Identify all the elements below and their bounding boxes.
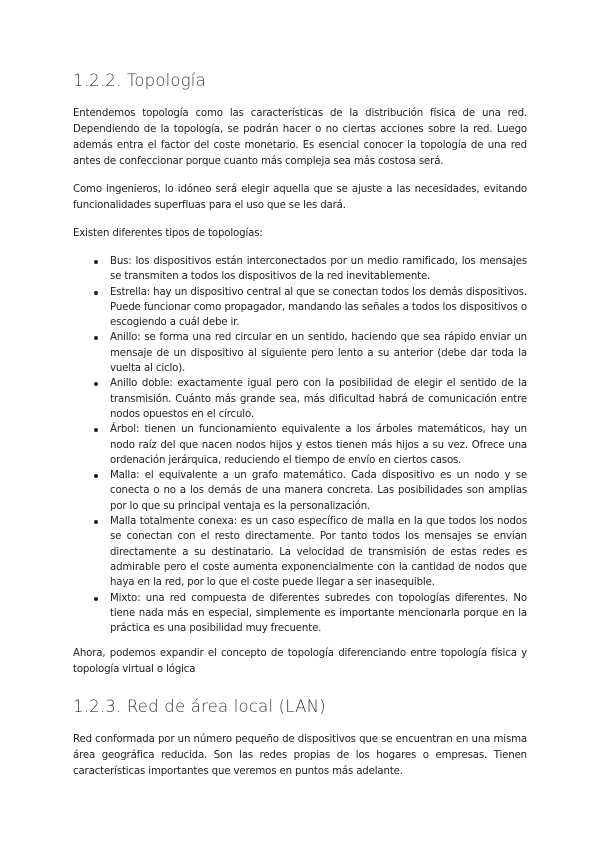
list-item-arbol bbox=[94, 422, 527, 468]
paragraph-lan: Red conformada por un número pequeño de dispositivos que se encuentran en una misma área geográfica reducida. Son las redes propias de los hogares o empresas. Tienen características importantes que veremos en puntos más adelante. bbox=[73, 734, 527, 778]
list-item-text: Malla: el equivalente a un grafo matemático. Cada dispositivo es un nodo y se conecta o no a los demás de una manera concreta. Las posibilidades son amplias por lo que su principal ventaja es la personalización. bbox=[110, 470, 527, 512]
list-item-bus bbox=[94, 254, 527, 285]
list-item-anillo-doble bbox=[94, 376, 527, 422]
list-item-text: Bus: los dispositivos están interconectados por un medio ramificado, los mensajes se transmiten a todos los dispositivos de la red inevitablemente. bbox=[110, 256, 527, 283]
list-item-text: Malla totalmente conexa: es un caso específico de malla en la que todos los nodos se conectan con el resto directamente. Por tanto todos los mensajes se envían directamente a su destinatario. La velocidad de transmisión de estas redes es admirable pero el coste aumenta exponencialmente con la cantidad de nodos que haya en la red, por lo que el coste puede llegar a ser inasequible. bbox=[110, 516, 527, 589]
section-heading-topologia: 1.2.2. Topología bbox=[73, 71, 206, 90]
paragraph-closing: Ahora, podemos expandir el concepto de topología diferenciando entre topología física y topología virtual o lógica bbox=[73, 648, 527, 676]
bullet-icon bbox=[94, 336, 98, 340]
topology-list bbox=[73, 254, 527, 636]
list-item-text: Estrella: hay un dispositivo central al que se conectan todos los demás dispositivos. Puede funcionar como propagador, mandando las señales a todos los dispositivos o escogiendo a cuál debe ir. bbox=[110, 286, 527, 329]
list-item-malla bbox=[94, 468, 527, 514]
list-item-estrella bbox=[94, 285, 527, 331]
bullet-icon bbox=[94, 382, 98, 386]
bullet-icon bbox=[94, 260, 98, 264]
bullet-icon bbox=[94, 520, 98, 524]
bullet-icon bbox=[94, 474, 98, 478]
list-item-malla-conexa bbox=[94, 514, 527, 590]
list-item-text: Anillo doble: exactamente igual pero con la posibilidad de elegir el sentido de la transmisión. Cuánto más grande sea, más dificultad habrá de comunicación entre nodos opuestos en el círculo. bbox=[110, 378, 527, 420]
list-item-anillo bbox=[94, 330, 527, 376]
list-item-text: Mixto: una red compuesta de diferentes subredes con topologías diferentes. No tiene nada más en especial, simplemente es importante mencionarla porque en la práctica es una posibilidad muy frecuente. bbox=[110, 592, 527, 635]
paragraph-intro: Entendemos topología como las características de la distribución física de una red. Dependiendo de la topología, se podrán hacer o no ciertas acciones sobre la red. Luego además entra el factor del coste monetario. Es esencial conocer la topología de una red antes de confeccionar porque cuanto más compleja sea más costosa será. bbox=[73, 108, 527, 167]
section-heading-lan: 1.2.3. Red de área local (LAN) bbox=[73, 697, 326, 717]
bullet-icon bbox=[94, 597, 98, 601]
bullet-icon bbox=[94, 428, 98, 432]
list-item-text: Anillo: se forma una red circular en un sentido, haciendo que sea rápido enviar un mensaje de un dispositivo al siguiente pero lento a su anterior (debe dar toda la vuelta al ciclo). bbox=[110, 332, 527, 375]
list-item-text: Árbol: tienen un funcionamiento equivalente a los árboles matemáticos, hay un nodo raíz del que nacen nodos hijos y estos tienen más hijos a su vez. Ofrece una ordenación jerárquica, reduciendo el tiempo de envío en ciertos casos. bbox=[110, 424, 527, 466]
bullet-icon bbox=[94, 291, 98, 295]
list-item-mixto bbox=[94, 591, 527, 637]
paragraph-ingenieros: Como ingenieros, lo idóneo será elegir aquella que se ajuste a las necesidades, evitando funcionalidades superfluas para el uso que se les dará. bbox=[73, 184, 527, 211]
paragraph-tipos-intro: Existen diferentes tipos de topologías: bbox=[73, 228, 263, 239]
